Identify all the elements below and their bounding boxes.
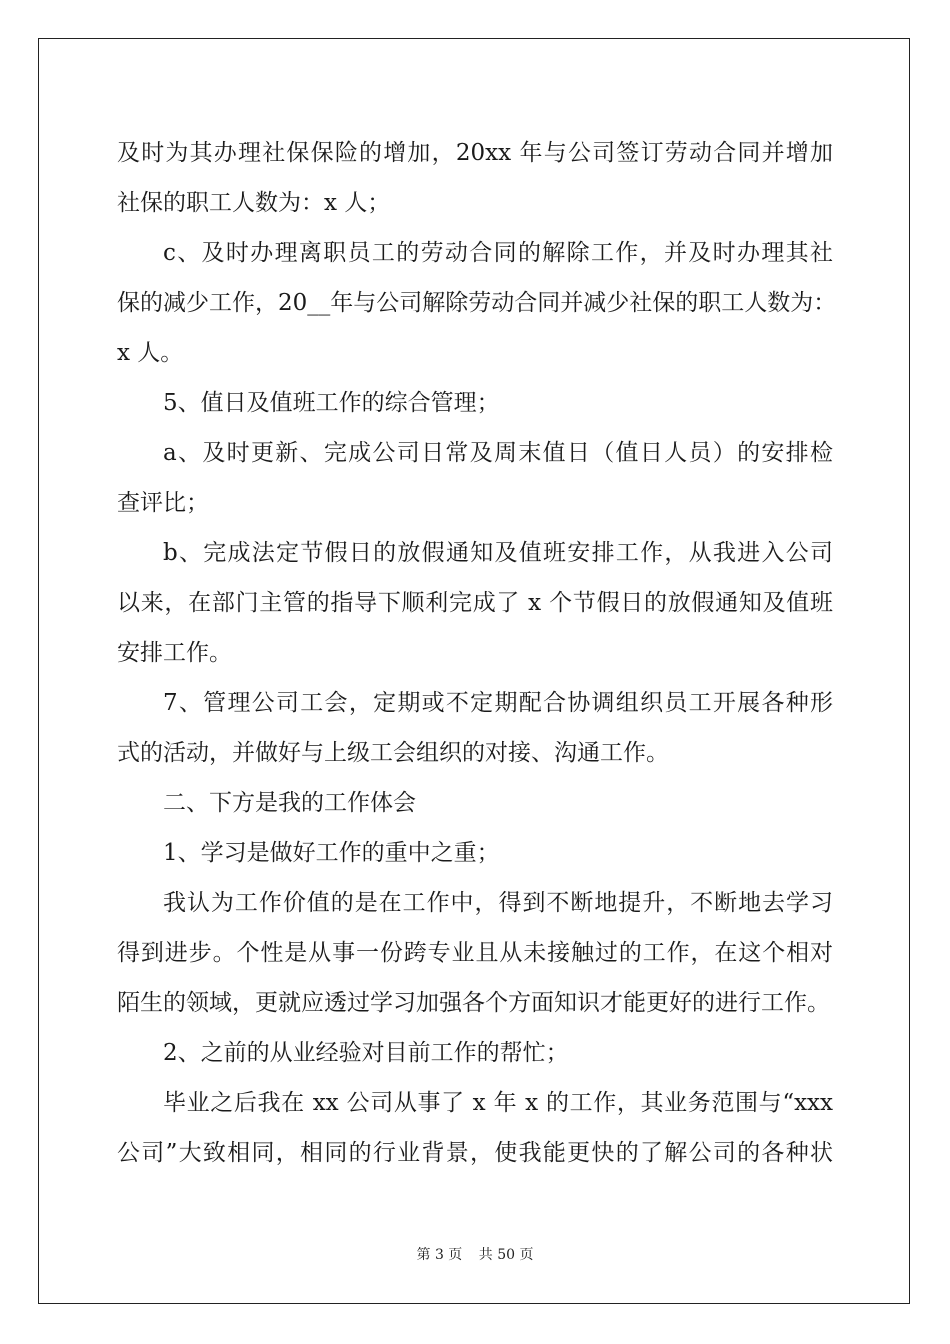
text-line: b、完成法定节假日的放假通知及值班安排工作，从我进入公司 bbox=[163, 540, 833, 566]
text-line: a、及时更新、完成公司日常及周末值日（值日人员）的安排检 bbox=[163, 440, 833, 466]
text-line: c、及时办理离职员工的劳动合同的解除工作，并及时办理其社 bbox=[163, 240, 833, 266]
text-line: 得到进步。个性是从事一份跨专业且从未接触过的工作，在这个相对 bbox=[117, 940, 833, 966]
text-line: 及时为其办理社保保险的增加，20xx 年与公司签订劳动合同并增加 bbox=[117, 140, 833, 166]
text-line: 7、管理公司工会，定期或不定期配合协调组织员工开展各种形 bbox=[163, 690, 833, 716]
text-line: 我认为工作价值的是在工作中，得到不断地提升，不断地去学习 bbox=[163, 890, 833, 916]
text-line: 安排工作。 bbox=[117, 640, 232, 666]
text-line: 公司”大致相同，相同的行业背景，使我能更快的了解公司的各种状 bbox=[117, 1140, 833, 1166]
text-line: 保的减少工作，20__年与公司解除劳动合同并减少社保的职工人数为： bbox=[117, 290, 837, 316]
text-line: 式的活动，并做好与上级工会组织的对接、沟通工作。 bbox=[117, 740, 669, 766]
page-footer bbox=[0, 1244, 950, 1264]
text-line: 以来，在部门主管的指导下顺利完成了 x 个节假日的放假通知及值班 bbox=[117, 590, 833, 616]
document-body bbox=[117, 128, 837, 1178]
page-total: 共 50 页 bbox=[478, 1247, 534, 1263]
text-line: 二、下方是我的工作体会 bbox=[163, 790, 416, 816]
text-line: 查评比； bbox=[117, 490, 209, 516]
text-line: 2、之前的从业经验对目前工作的帮忙； bbox=[163, 1040, 569, 1066]
text-line: 5、值日及值班工作的综合管理； bbox=[163, 390, 500, 416]
text-line: 陌生的领域，更就应透过学习加强各个方面知识才能更好的进行工作。 bbox=[117, 990, 830, 1016]
text-line: x 人。 bbox=[117, 340, 184, 366]
text-line: 1、学习是做好工作的重中之重； bbox=[163, 840, 500, 866]
text-line: 社保的职工人数为：x 人； bbox=[117, 190, 391, 216]
page-number: 第 3 页 bbox=[416, 1247, 463, 1263]
text-line: 毕业之后我在 xx 公司从事了 x 年 x 的工作，其业务范围与“xxx bbox=[163, 1090, 833, 1116]
